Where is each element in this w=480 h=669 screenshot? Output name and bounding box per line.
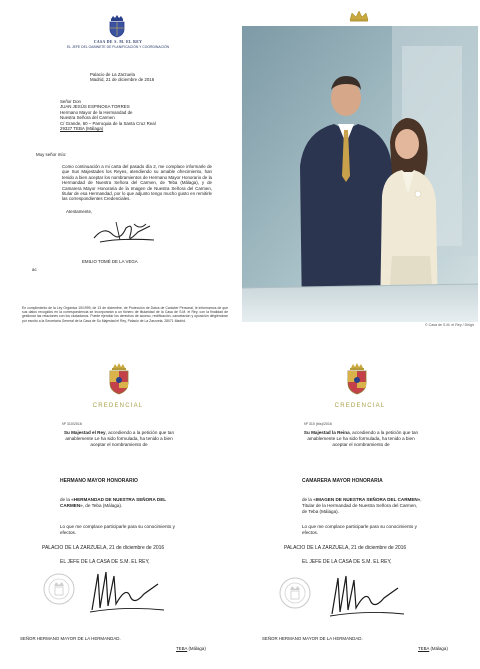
- credential-p2-text: , Titular de la Hermandad de Nuestra Señora del Carmen, de Teba (Málaga).: [302, 497, 422, 514]
- letter-footer: En cumplimiento de la Ley Orgánica 15/1999, de 13 de diciembre, de Protección de Datos de Carácter Personal, le informamos de que sus datos recogidos en la correspondencia se incorporarán a un fichero de titularidad de la Casa de S.M. el Rey, con la finalidad de gestionar las relaciones con los ciudadanos. Puede ejercitar los derechos de acceso, rectificación, cancelación y oposición dirigiéndose por escrito a la Secretaría General de la Casa de Su Majestad el Rey, Palacio de La Zarzuela, 28071 Madrid.: [22, 306, 228, 323]
- letter-place: Palacio de La Zarzuela: [90, 72, 135, 77]
- credential-p2-prefix: de la: [302, 497, 314, 502]
- credential-paragraph-1: [60, 430, 178, 447]
- credential-majesty: Su Majestad el Rey: [63, 430, 106, 435]
- credential-king: [2, 340, 234, 666]
- credential-p1-text: , accediendo a la petición que tan amablemente Le ha sido formulada, ha tenido a bien aceptar el nombramiento de: [307, 430, 419, 447]
- credential-signature: [326, 570, 406, 627]
- credential-brotherhood: «HERMANDAD DE NUESTRA SEÑORA DEL CARMEN»: [60, 497, 167, 508]
- letter-address: [60, 99, 156, 131]
- address-line: JUAN JESÚS ESPINOSA TORRES: [60, 104, 130, 110]
- credential-town-province: (Málaga): [187, 646, 206, 651]
- address-line: 29327 TEBA (Málaga): [60, 126, 104, 132]
- letter-signature: [90, 216, 160, 251]
- letter-date: Madrid, 21 de diciembre de 2016: [90, 77, 155, 83]
- royal-coat-of-arms-icon: [345, 362, 369, 396]
- credential-title: CREDENCIAL: [92, 403, 144, 409]
- letter-page: [2, 2, 234, 323]
- credential-signatory: EL JEFE DE LA CASA DE S.M. EL REY,: [60, 559, 150, 565]
- photo-panel: [242, 2, 478, 328]
- credential-signature: [86, 566, 166, 623]
- credential-majesty: Su Majestad la Reina: [303, 430, 350, 435]
- credential-town-name: TEBA: [176, 646, 188, 651]
- letter-place-date: [90, 72, 154, 83]
- credential-town: [418, 646, 448, 651]
- royal-couple-photo: [242, 26, 478, 322]
- credential-title: CREDENCIAL: [334, 403, 386, 409]
- credential-paragraph-3: Lo que me complace participarle para su conocimiento y efectos.: [60, 524, 175, 535]
- credential-addressee: SEÑOR HERMANO MAYOR DE LA HERMANDAD.: [20, 636, 121, 641]
- address-line: Hermano Mayor de la Hermandad de: [60, 109, 133, 115]
- address-line: C/ Grande, 60 – Parroquia de la Santa Cruz Real: [60, 120, 156, 126]
- royal-crest-icon: [107, 14, 127, 38]
- credential-addressee: SEÑOR HERMANO MAYOR DE LA HERMANDAD.: [262, 636, 363, 641]
- credential-paragraph-2: [302, 497, 422, 514]
- gold-crown-icon: [348, 10, 370, 22]
- photo-credit: © Casa de S.M. el Rey / Dirigir: [425, 323, 474, 327]
- royal-coat-of-arms-icon: [107, 362, 131, 396]
- credential-paragraph-2: [60, 497, 180, 509]
- letter-reference: ac: [32, 267, 37, 272]
- credential-town-province: (Málaga): [429, 646, 448, 651]
- letter-signer: EMILIO TOMÉ DE LA VEGA: [82, 259, 138, 264]
- dry-seal-stamp: [42, 572, 76, 611]
- credential-role: HERMANO MAYOR HONORARIO: [60, 478, 138, 484]
- credential-date: PALACIO DE LA ZARZUELA, 21 de diciembre de 2016: [284, 545, 407, 551]
- credential-p2-prefix: de la: [60, 497, 72, 502]
- address-line: Nuestra Señora del Carmen: [60, 115, 115, 121]
- credential-signatory: EL JEFE DE LA CASA DE S.M. EL REY,: [302, 559, 392, 565]
- letter-paragraph: Como continuación a mi carta del pasado día 2, me complace informarle de que Sus Majestades los Reyes, atendiendo su amable ofrecimiento, han tenido a bien aceptar los nombramientos de Hermano Mayor Honorario de la Hermandad de Nuestra Señora del Carmen, de Teba (Málaga), y de Camarera Mayor Honoraria de la Imagen de Nuestra Señora del Carmen, titular de esa Hermandad, por lo que adjunto tengo mucho gusto en remitirle las correspondientes Credenciales.: [62, 164, 212, 202]
- dry-seal-stamp: [278, 576, 312, 615]
- credential-number: Nº 310 (bis)/2016: [304, 422, 332, 426]
- letter-closing: Atentamente,: [66, 209, 93, 214]
- letter-greeting: Muy señor mío:: [36, 152, 67, 157]
- credential-date: PALACIO DE LA ZARZUELA, 21 de diciembre de 2016: [42, 545, 165, 551]
- letter-header-name: CASA DE S. M. EL REY: [93, 40, 143, 44]
- credential-p1-text: , accediendo a la petición que tan amablemente Le ha sido formulada, ha tenido a bien aceptar el nombramiento de: [65, 430, 175, 447]
- credential-role: CAMARERA MAYOR HONORARIA: [302, 478, 383, 484]
- credential-paragraph-1: [302, 430, 420, 447]
- credential-town-name: TEBA: [418, 646, 430, 651]
- address-line: Señor Don: [60, 99, 81, 104]
- credential-number: Nº 310/2016: [62, 422, 82, 426]
- credential-image-title: «IMAGEN DE NUESTRA SEÑORA DEL CARMEN»: [313, 497, 421, 502]
- letter-header-subtitle: EL JEFE DEL GABINETE DE PLANIFICACIÓN Y COORDINACIÓN: [66, 45, 170, 49]
- credential-p2-text: , de Teba (Málaga).: [82, 502, 123, 508]
- credential-town: [176, 646, 206, 651]
- credential-queen: [244, 340, 476, 666]
- credential-paragraph-3: Lo que me complace participarle para su conocimiento y efectos.: [302, 524, 417, 535]
